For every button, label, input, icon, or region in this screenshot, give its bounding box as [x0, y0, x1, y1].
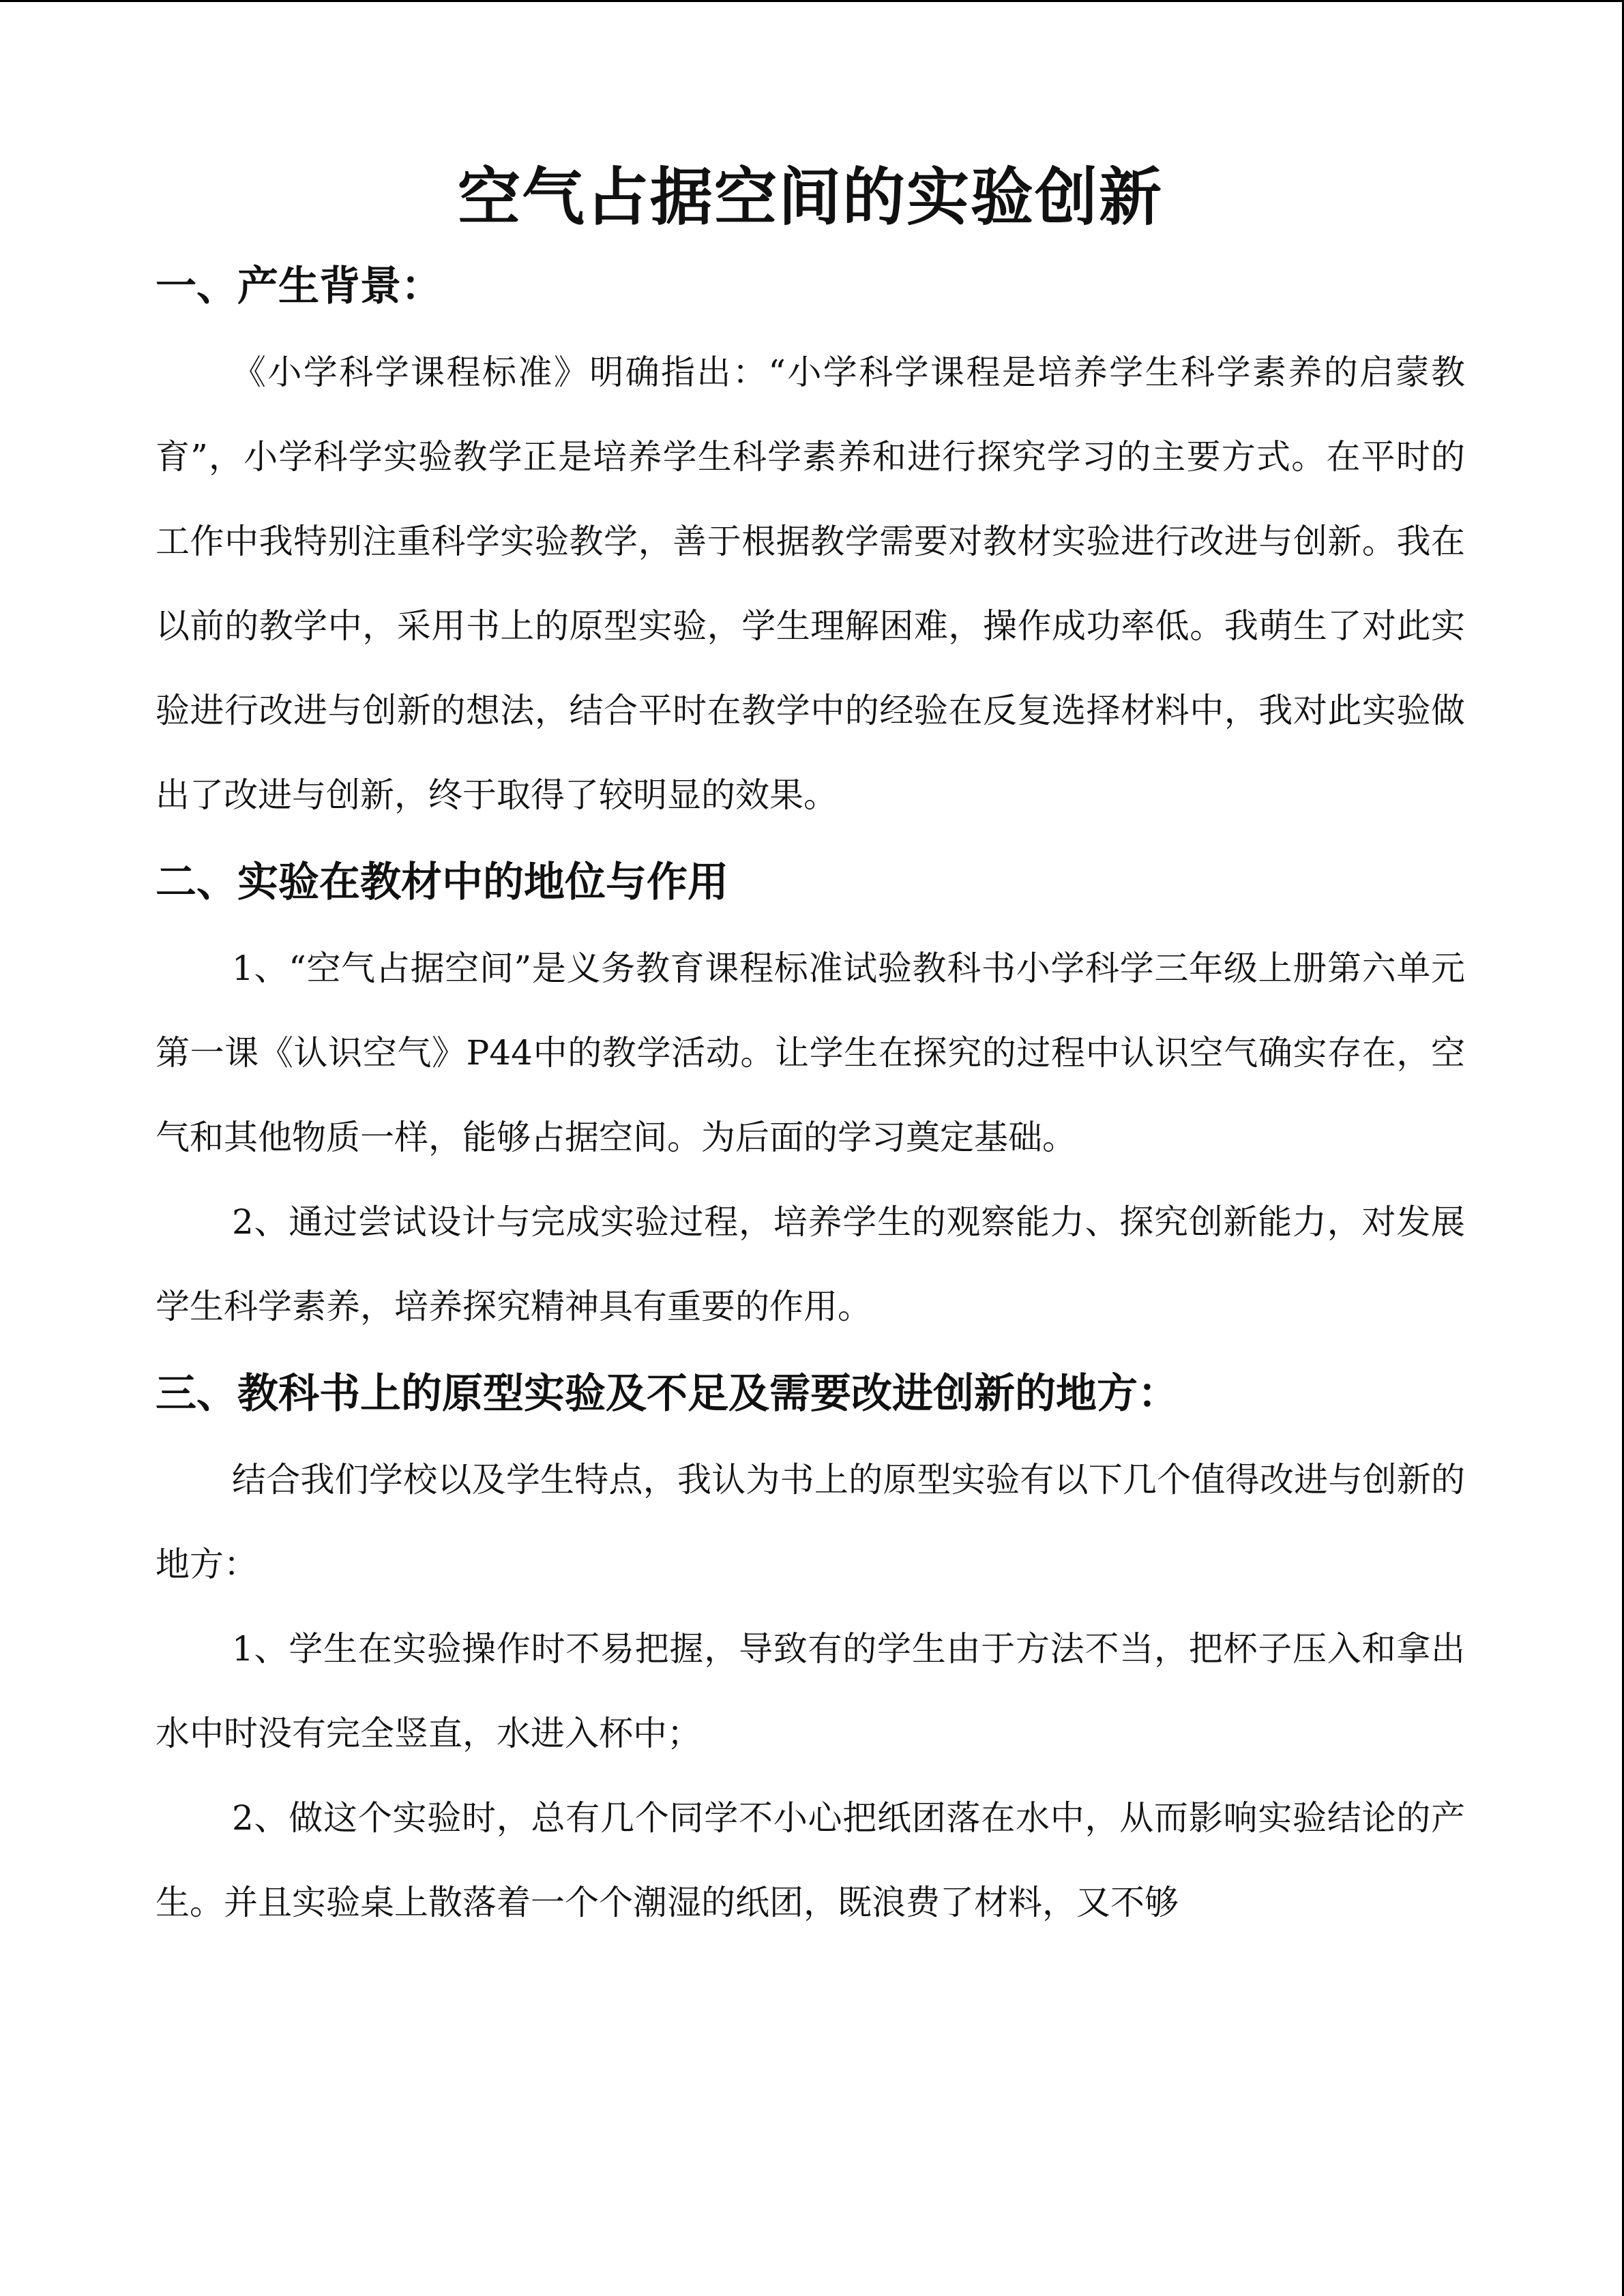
paragraph: 1、“空气占据空间”是义务教育课程标准试验教科书小学科学三年级上册第六单元第一课《认识空气》P44中的教学活动。让学生在探究的过程中认识空气确实存在，空气和其他物质一样，能够占据空间。为后面的学习奠定基础。	[156, 949, 1465, 1157]
paragraph: 1、学生在实验操作时不易把握，导致有的学生由于方法不当，把杯子压入和拿出水中时没有完全竖直，水进入杯中；	[156, 1629, 1465, 1753]
paragraph: 《小学科学课程标准》明确指出：“小学科学课程是培养学生科学素养的启蒙教育”，小学科学实验教学正是培养学生科学素养和进行探究学习的主要方式。在平时的工作中我特别注重科学实验教学，善于根据教学需要对教材实验进行改进与创新。我在以前的教学中，采用书上的原型实验，学生理解困难，操作成功率低。我萌生了对此实验进行改进与创新的想法，结合平时在教学中的经验在反复选择材料中，我对此实验做出了改进与创新，终于取得了较明显的效果。	[156, 353, 1465, 815]
page-border-top	[0, 0, 1624, 2]
paragraph: 结合我们学校以及学生特点，我认为书上的原型实验有以下几个值得改进与创新的地方：	[156, 1460, 1465, 1584]
section-role-in-textbook	[156, 848, 1465, 1349]
section-original-experiment	[156, 1360, 1465, 1945]
section-background	[156, 252, 1465, 837]
document-title: 空气占据空间的实验创新	[457, 161, 1163, 234]
section-heading: 三、教科书上的原型实验及不足及需要改进创新的地方：	[156, 1370, 1179, 1418]
document-body	[156, 150, 1465, 1945]
paragraph: 2、做这个实验时，总有几个同学不小心把纸团落在水中，从而影响实验结论的产生。并且实验桌上散落着一个个潮湿的纸团，既浪费了材料，又不够	[156, 1798, 1465, 1922]
paragraph: 2、通过尝试设计与完成实验过程，培养学生的观察能力、探究创新能力，对发展学生科学素养，培养探究精神具有重要的作用。	[156, 1202, 1465, 1326]
section-heading: 二、实验在教材中的地位与作用	[156, 859, 728, 906]
section-heading: 一、产生背景：	[156, 263, 442, 310]
